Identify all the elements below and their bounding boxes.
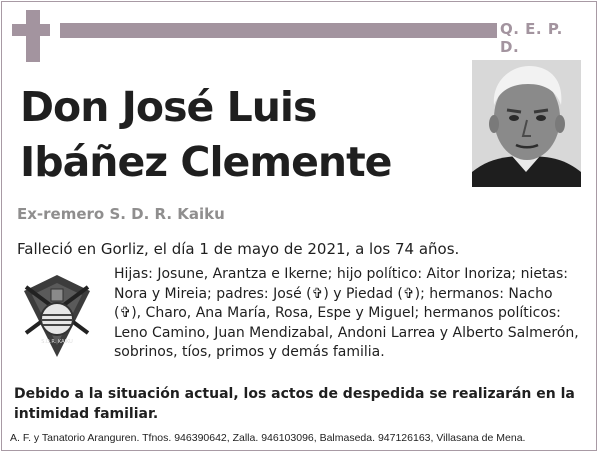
farewell-notice	[14, 384, 594, 424]
family-line: sobrinos, tíos, primos y demás familia.	[114, 344, 385, 360]
deceased-name-line1: Don José Luis	[20, 83, 317, 131]
cross-icon-bar	[12, 24, 50, 36]
family-list	[114, 265, 596, 363]
cross-icon	[26, 10, 40, 62]
header-band	[60, 23, 497, 38]
family-line: Hijas: Josune, Arantza e Ikerne; hijo político: Aitor Inoriza; nietas:	[114, 266, 569, 282]
deceased-name-line2: Ibáñez Clemente	[20, 138, 392, 186]
family-line: (✞), Charo, Ana María, Rosa, Espe y Miguel; hermanos políticos:	[114, 305, 561, 321]
family-line: Leno Camino, Juan Mendizabal, Andoni Larrea y Alberto Salmerón,	[114, 324, 579, 341]
club-emblem-icon	[20, 273, 94, 359]
notice-line: intimidad familiar.	[14, 406, 159, 422]
subtitle-role: Ex-remero S. D. R. Kaiku	[17, 205, 225, 223]
family-line: Nora y Mireia; padres: José (✞) y Piedad (✞); hermanos: Nacho	[114, 285, 553, 302]
qepd-label: Q. E. P. D.	[500, 20, 563, 56]
notice-line: Debido a la situación actual, los actos de despedida se realizarán en la	[14, 386, 575, 402]
death-notice: Falleció en Gorliz, el día 1 de mayo de 2021, a los 74 años.	[17, 240, 460, 258]
deceased-name	[20, 80, 391, 190]
funeral-home-footer: A. F. y Tanatorio Aranguren. Tfnos. 946390642, Zalla. 946103096, Balmaseda. 947126163, Villasana de Mena.	[10, 432, 526, 444]
club-emblem	[20, 273, 94, 359]
portrait-photo	[472, 60, 581, 187]
portrait-icon	[472, 60, 581, 187]
club-emblem-text: S.D.R. KAIKU	[41, 339, 73, 345]
